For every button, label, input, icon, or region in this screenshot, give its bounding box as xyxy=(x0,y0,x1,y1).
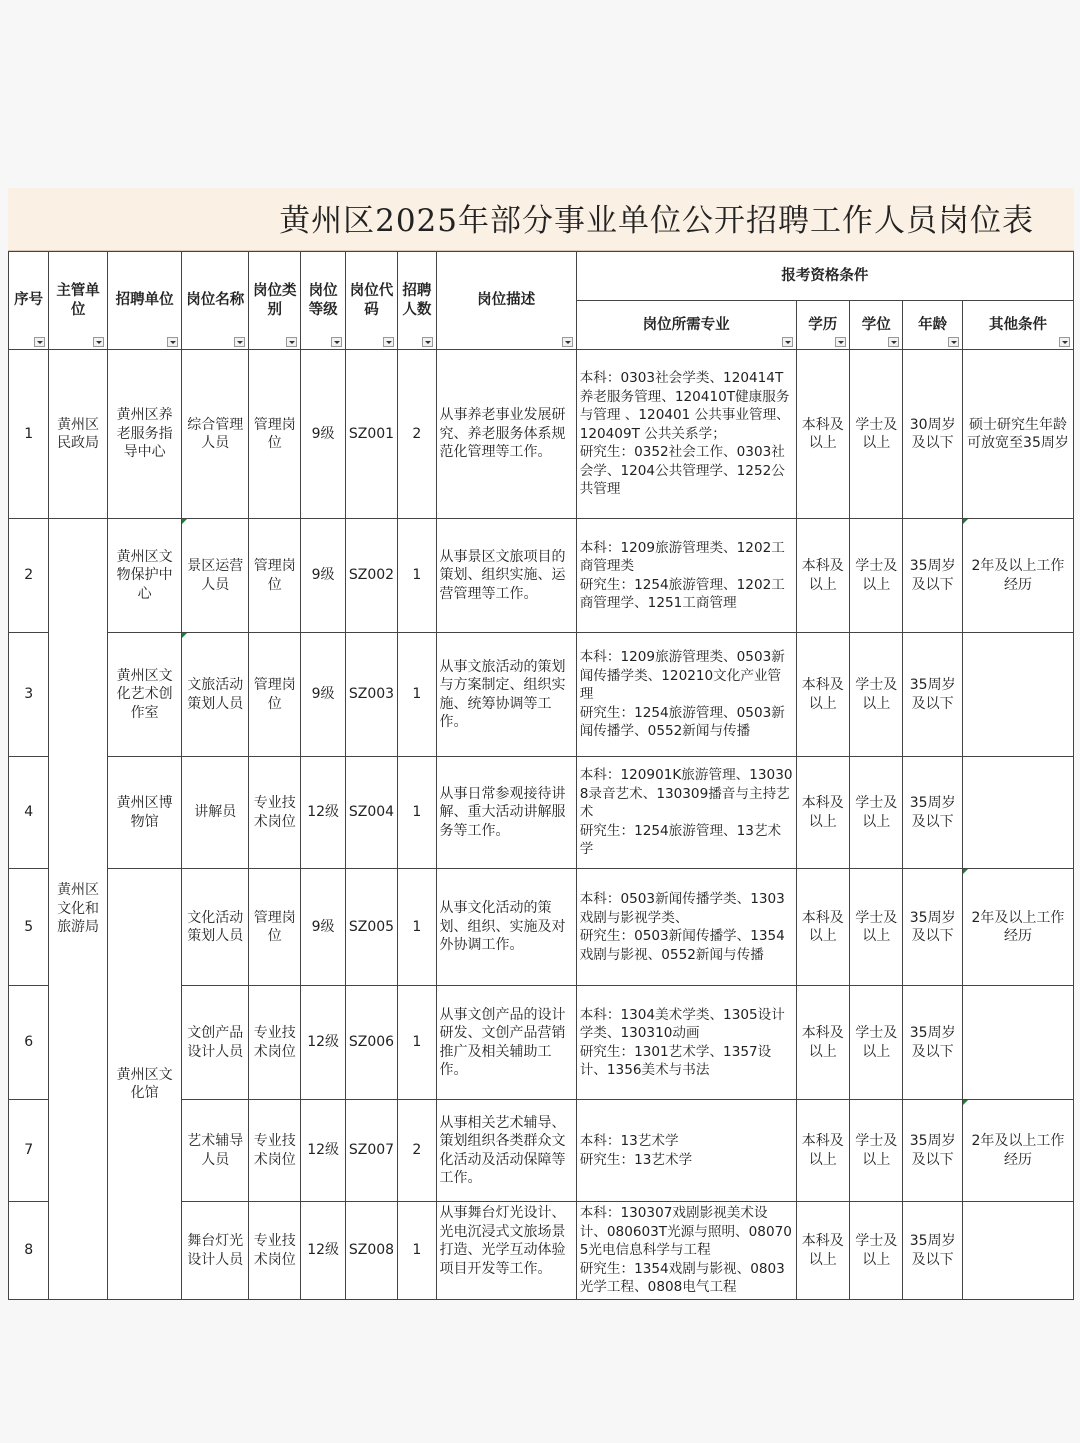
cell-seq[interactable]: 6 xyxy=(9,986,49,1100)
cell-desc[interactable]: 从事养老事业发展研究、养老服务体系规范化管理等工作。 xyxy=(436,350,576,519)
cell-count[interactable]: 1 xyxy=(398,1202,436,1300)
cell-other[interactable]: 硕士研究生年龄可放宽至35周岁 xyxy=(962,350,1073,519)
cell-post-type[interactable]: 专业技术岗位 xyxy=(248,1202,300,1300)
cell-code[interactable]: SZ002 xyxy=(345,519,397,633)
cell-other[interactable] xyxy=(962,986,1073,1100)
filter-dropdown-icon[interactable] xyxy=(167,337,178,347)
cell-age[interactable]: 35周岁及以下 xyxy=(903,519,963,633)
cell-unit[interactable]: 黄州区养老服务指导中心 xyxy=(107,350,182,519)
filter-dropdown-icon[interactable] xyxy=(422,337,433,347)
cell-post-name[interactable]: 文旅活动策划人员 xyxy=(182,633,249,757)
cell-major[interactable]: 本科：13艺术学 研究生：13艺术学 xyxy=(576,1100,796,1202)
cell-post-type[interactable]: 管理岗位 xyxy=(248,350,300,519)
cell-age[interactable]: 35周岁及以下 xyxy=(903,1202,963,1300)
cell-major[interactable]: 本科：0503新闻传播学类、1303戏剧与影视学类、 研究生：0503新闻传播学、1354戏剧与影视、0552新闻与传播 xyxy=(576,869,796,986)
cell-other[interactable]: 2年及以上工作经历 xyxy=(962,519,1073,633)
recruitment-table xyxy=(8,251,1074,1300)
cell-edu[interactable]: 本科及以上 xyxy=(796,633,849,757)
cell-count[interactable]: 2 xyxy=(398,350,436,519)
header-desc: 岗位描述 xyxy=(436,252,576,350)
cell-unit[interactable]: 黄州区博物馆 xyxy=(107,757,182,869)
cell-edu[interactable]: 本科及以上 xyxy=(796,986,849,1100)
filter-dropdown-icon[interactable] xyxy=(1059,337,1070,347)
filter-dropdown-icon[interactable] xyxy=(835,337,846,347)
table-row xyxy=(9,519,1074,633)
note-marker-icon xyxy=(963,869,968,874)
cell-grade[interactable]: 9级 xyxy=(301,633,345,757)
table-row xyxy=(9,869,1074,986)
cell-degree[interactable]: 学士及以上 xyxy=(849,1202,902,1300)
cell-age[interactable]: 35周岁及以下 xyxy=(903,633,963,757)
table-row xyxy=(9,350,1074,519)
spreadsheet xyxy=(8,188,1074,1300)
cell-desc[interactable]: 从事文旅活动的策划与方案制定、组织实施、统筹协调等工作。 xyxy=(436,633,576,757)
filter-dropdown-icon[interactable] xyxy=(34,337,45,347)
filter-dropdown-icon[interactable] xyxy=(948,337,959,347)
header-edu: 学历 xyxy=(796,301,849,350)
cell-seq[interactable]: 1 xyxy=(9,350,49,519)
cell-age[interactable]: 35周岁及以下 xyxy=(903,757,963,869)
cell-unit[interactable]: 黄州区文化艺术创作室 xyxy=(107,633,182,757)
cell-count[interactable]: 1 xyxy=(398,986,436,1100)
cell-major[interactable]: 本科：120901K旅游管理、130308录音艺术、130309播音与主持艺术 研究生：1254旅游管理、13艺术学 xyxy=(576,757,796,869)
cell-edu[interactable]: 本科及以上 xyxy=(796,757,849,869)
cell-major[interactable]: 本科：1209旅游管理类、0503新闻传播学类、120210文化产业管理 研究生：1254旅游管理、0503新闻传播学、0552新闻与传播 xyxy=(576,633,796,757)
header-degree: 学位 xyxy=(849,301,902,350)
cell-count[interactable]: 1 xyxy=(398,519,436,633)
cell-edu[interactable]: 本科及以上 xyxy=(796,1202,849,1300)
cell-degree[interactable]: 学士及以上 xyxy=(849,757,902,869)
cell-post-name[interactable]: 舞台灯光设计人员 xyxy=(182,1202,249,1300)
cell-major[interactable]: 本科：1209旅游管理类、1202工商管理类 研究生：1254旅游管理、1202工商管理学、1251工商管理 xyxy=(576,519,796,633)
header-qualifications: 报考资格条件 xyxy=(576,252,1073,301)
cell-degree[interactable]: 学士及以上 xyxy=(849,633,902,757)
filter-dropdown-icon[interactable] xyxy=(331,337,342,347)
filter-dropdown-icon[interactable] xyxy=(383,337,394,347)
cell-grade[interactable]: 12级 xyxy=(301,986,345,1100)
cell-grade[interactable]: 12级 xyxy=(301,1100,345,1202)
header-other: 其他条件 xyxy=(962,301,1073,350)
cell-post-name[interactable]: 艺术辅导人员 xyxy=(182,1100,249,1202)
cell-seq[interactable]: 2 xyxy=(9,519,49,633)
cell-post-type[interactable]: 专业技术岗位 xyxy=(248,757,300,869)
cell-seq[interactable]: 4 xyxy=(9,757,49,869)
cell-unit[interactable]: 黄州区文化馆 xyxy=(107,869,182,1300)
cell-post-name[interactable]: 讲解员 xyxy=(182,757,249,869)
cell-desc[interactable]: 从事文创产品的设计研发、文创产品营销推广及相关辅助工作。 xyxy=(436,986,576,1100)
cell-other[interactable] xyxy=(962,633,1073,757)
cell-code[interactable]: SZ005 xyxy=(345,869,397,986)
cell-grade[interactable]: 12级 xyxy=(301,757,345,869)
cell-grade[interactable]: 9级 xyxy=(301,350,345,519)
cell-post-name[interactable]: 景区运营人员 xyxy=(182,519,249,633)
cell-dept[interactable]: 黄州区民政局 xyxy=(49,350,107,519)
cell-seq[interactable]: 3 xyxy=(9,633,49,757)
cell-degree[interactable]: 学士及以上 xyxy=(849,519,902,633)
cell-code[interactable]: SZ008 xyxy=(345,1202,397,1300)
header-dept: 主管单位 xyxy=(49,252,107,350)
cell-degree[interactable]: 学士及以上 xyxy=(849,869,902,986)
filter-dropdown-icon[interactable] xyxy=(234,337,245,347)
filter-dropdown-icon[interactable] xyxy=(93,337,104,347)
page-bottom-margin xyxy=(0,1300,1080,1443)
cell-count[interactable]: 2 xyxy=(398,1100,436,1202)
note-marker-icon xyxy=(963,1100,968,1105)
cell-edu[interactable]: 本科及以上 xyxy=(796,869,849,986)
cell-desc[interactable]: 从事相关艺术辅导、策划组织各类群众文化活动及活动保障等工作。 xyxy=(436,1100,576,1202)
cell-seq[interactable]: 5 xyxy=(9,869,49,986)
cell-seq[interactable]: 8 xyxy=(9,1202,49,1300)
cell-count[interactable]: 1 xyxy=(398,633,436,757)
cell-grade[interactable]: 12级 xyxy=(301,1202,345,1300)
cell-age[interactable]: 30周岁及以下 xyxy=(903,350,963,519)
filter-dropdown-icon[interactable] xyxy=(562,337,573,347)
cell-count[interactable]: 1 xyxy=(398,757,436,869)
cell-post-type[interactable]: 专业技术岗位 xyxy=(248,986,300,1100)
cell-major[interactable]: 本科：1304美术学类、1305设计学类、130310动画 研究生：1301艺术学、1357设计、1356美术与书法 xyxy=(576,986,796,1100)
header-count: 招聘人数 xyxy=(398,252,436,350)
note-marker-icon xyxy=(182,519,187,524)
cell-other[interactable] xyxy=(962,1202,1073,1300)
header-age: 年龄 xyxy=(903,301,963,350)
cell-degree[interactable]: 学士及以上 xyxy=(849,350,902,519)
header-major: 岗位所需专业 xyxy=(576,301,796,350)
cell-other[interactable] xyxy=(962,757,1073,869)
cell-other[interactable]: 2年及以上工作经历 xyxy=(962,869,1073,986)
cell-code[interactable]: SZ007 xyxy=(345,1100,397,1202)
cell-major[interactable]: 本科：130307戏剧影视美术设计、080603T光源与照明、080705光电信息科学与工程 研究生：1354戏剧与影视、0803光学工程、0808电气工程 xyxy=(576,1202,796,1300)
cell-grade[interactable]: 9级 xyxy=(301,869,345,986)
cell-major[interactable]: 本科：0303社会学类、120414T养老服务管理、120410T健康服务与管理 、120401 公共事业管理、120409T 公共关系学； 研究生：0352社会工作、0303社会学、1204公共管理学、1252公共管理 xyxy=(576,350,796,519)
header-seq: 序号 xyxy=(9,252,49,350)
cell-count[interactable]: 1 xyxy=(398,869,436,986)
cell-code[interactable]: SZ004 xyxy=(345,757,397,869)
header-code: 岗位代码 xyxy=(345,252,397,350)
header-grade: 岗位等级 xyxy=(301,252,345,350)
cell-post-type[interactable]: 专业技术岗位 xyxy=(248,1100,300,1202)
filter-dropdown-icon[interactable] xyxy=(286,337,297,347)
note-marker-icon xyxy=(963,519,968,524)
filter-dropdown-icon[interactable] xyxy=(888,337,899,347)
cell-degree[interactable]: 学士及以上 xyxy=(849,1100,902,1202)
cell-post-name[interactable]: 文化活动策划人员 xyxy=(182,869,249,986)
cell-post-type[interactable]: 管理岗位 xyxy=(248,869,300,986)
cell-grade[interactable]: 9级 xyxy=(301,519,345,633)
cell-unit[interactable]: 黄州区文物保护中心 xyxy=(107,519,182,633)
cell-seq[interactable]: 7 xyxy=(9,1100,49,1202)
cell-desc[interactable]: 从事舞台灯光设计、光电沉浸式文旅场景打造、光学互动体验项目开发等工作。 xyxy=(436,1202,576,1300)
cell-code[interactable]: SZ003 xyxy=(345,633,397,757)
cell-post-name[interactable]: 综合管理人员 xyxy=(182,350,249,519)
cell-age[interactable]: 35周岁及以下 xyxy=(903,869,963,986)
cell-desc[interactable]: 从事日常参观接待讲解、重大活动讲解服务等工作。 xyxy=(436,757,576,869)
cell-edu[interactable]: 本科及以上 xyxy=(796,519,849,633)
cell-post-type[interactable]: 管理岗位 xyxy=(248,519,300,633)
cell-post-type[interactable]: 管理岗位 xyxy=(248,633,300,757)
cell-code[interactable]: SZ001 xyxy=(345,350,397,519)
table-row xyxy=(9,633,1074,757)
header-unit: 招聘单位 xyxy=(107,252,182,350)
cell-edu[interactable]: 本科及以上 xyxy=(796,350,849,519)
cell-desc[interactable]: 从事文化活动的策划、组织、实施及对外协调工作。 xyxy=(436,869,576,986)
table-row xyxy=(9,757,1074,869)
filter-dropdown-icon[interactable] xyxy=(782,337,793,347)
cell-dept[interactable]: 黄州区文化和旅游局 xyxy=(49,519,107,1300)
cell-degree[interactable]: 学士及以上 xyxy=(849,986,902,1100)
cell-edu[interactable]: 本科及以上 xyxy=(796,1100,849,1202)
note-marker-icon xyxy=(182,633,187,638)
header-post-type: 岗位类别 xyxy=(248,252,300,350)
cell-post-name[interactable]: 文创产品设计人员 xyxy=(182,986,249,1100)
cell-desc[interactable]: 从事景区文旅项目的策划、组织实施、运营管理等工作。 xyxy=(436,519,576,633)
cell-age[interactable]: 35周岁及以下 xyxy=(903,1100,963,1202)
table-title: 黄州区2025年部分事业单位公开招聘工作人员岗位表 xyxy=(8,188,1074,251)
header-post-name: 岗位名称 xyxy=(182,252,249,350)
cell-other[interactable]: 2年及以上工作经历 xyxy=(962,1100,1073,1202)
cell-age[interactable]: 35周岁及以下 xyxy=(903,986,963,1100)
cell-code[interactable]: SZ006 xyxy=(345,986,397,1100)
